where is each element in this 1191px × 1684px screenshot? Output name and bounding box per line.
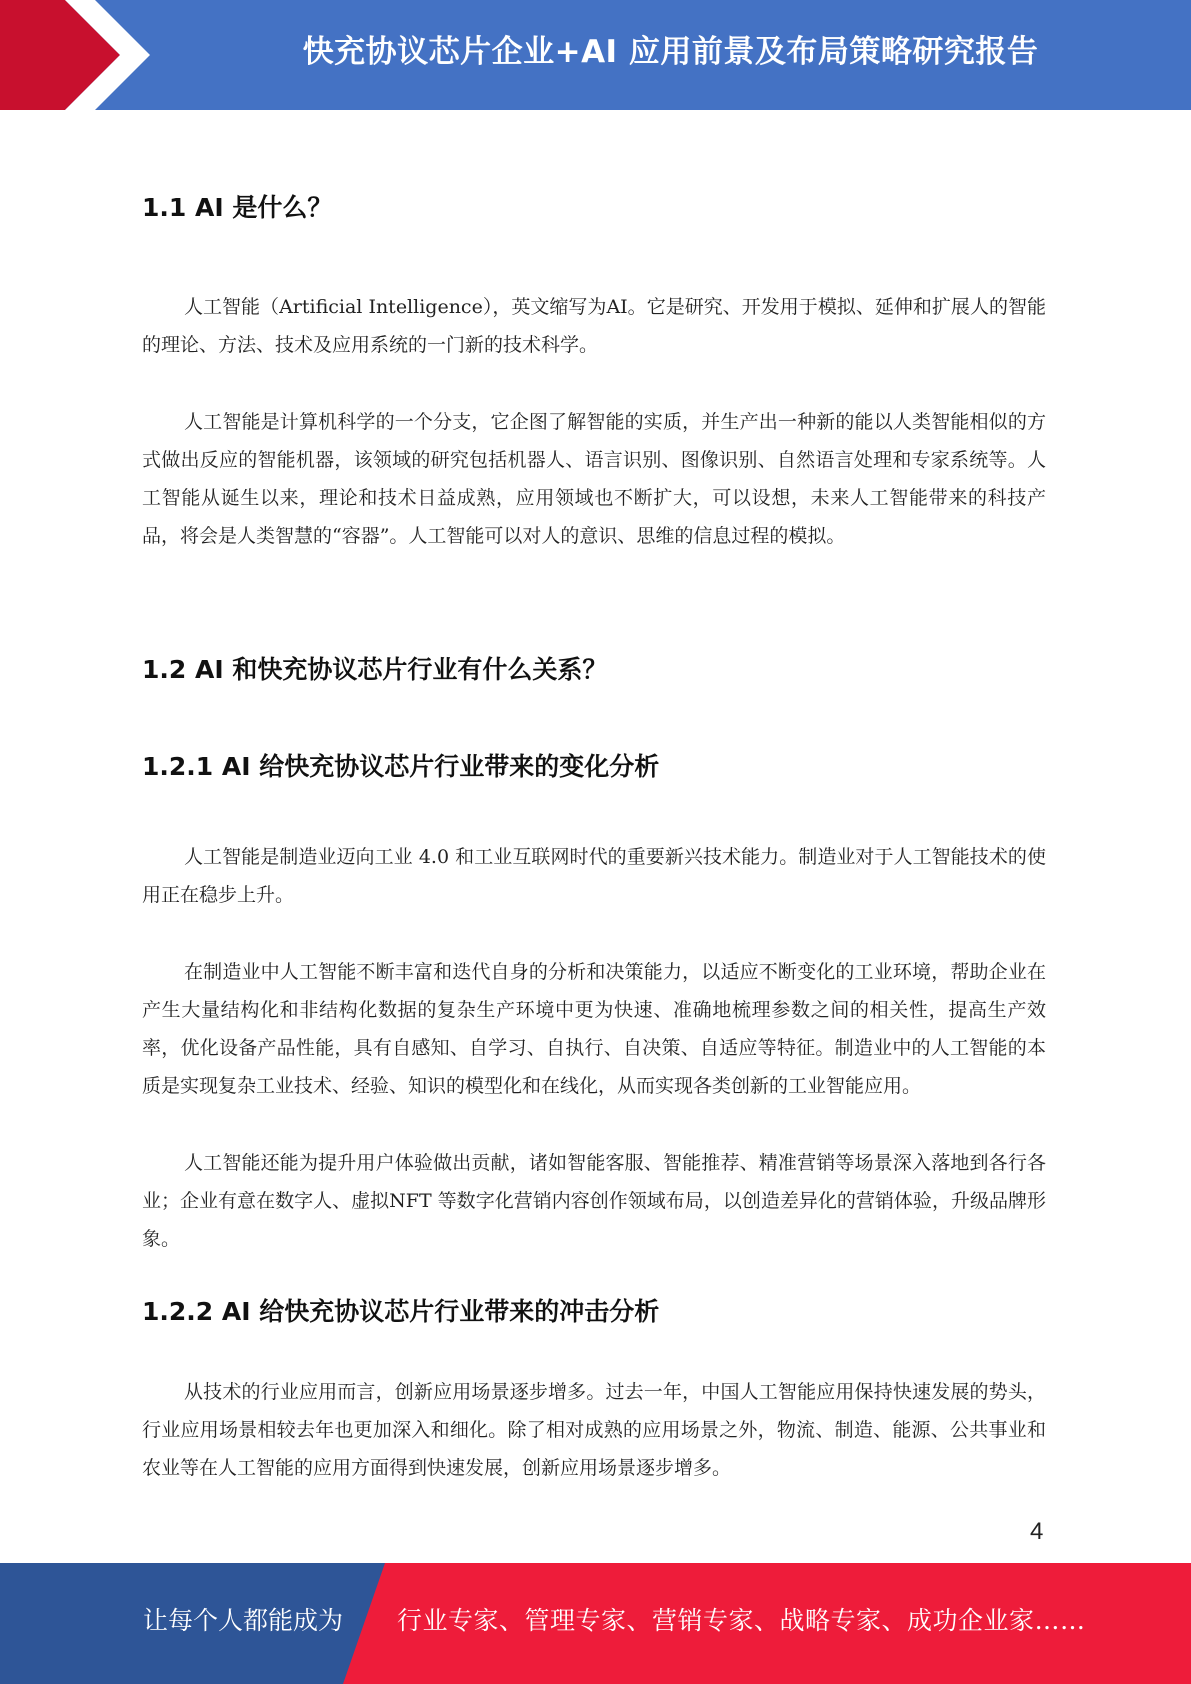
paragraph: 人工智能是制造业迈向工业 4.0 和工业互联网时代的重要新兴技术能力。制造业对于人工智能技术的使用正在稳步上升。 [142, 846, 1046, 906]
page-header [0, 0, 1191, 110]
heading-1-2: 1.2 AI 和快充协议芯片行业有什么关系？ [142, 655, 608, 684]
footer-slogan-right: 行业专家、管理专家、营销专家、战略专家、成功企业家…… [397, 1606, 1086, 1635]
paragraph: 从技术的行业应用而言，创新应用场景逐步增多。过去一年，中国人工智能应用保持快速发展的势头，行业应用场景相较去年也更加深入和细化。除了相对成熟的应用场景之外，物流、制造、能源、公共事业和农业等在人工智能的应用方面得到快速发展，创新应用场景逐步增多。 [142, 1381, 1046, 1479]
paragraph: 在制造业中人工智能不断丰富和迭代自身的分析和决策能力，以适应不断变化的工业环境，帮助企业在产生大量结构化和非结构化数据的复杂生产环境中更为快速、准确地梳理参数之间的相关性，提高生产效率，优化设备产品性能，具有自感知、自学习、自执行、自决策、自适应等特征。制造业中的人工智能的本质是实现复杂工业技术、经验、知识的模型化和在线化，从而实现各类创新的工业智能应用。 [142, 961, 1046, 1097]
footer-slogan-left: 让每个人都能成为 [143, 1606, 344, 1635]
heading-1-2-2: 1.2.2 AI 给快充协议芯片行业带来的冲击分析 [142, 1297, 660, 1326]
page-footer [0, 1563, 1191, 1684]
paragraph: 人工智能还能为提升用户体验做出贡献，诸如智能客服、智能推荐、精准营销等场景深入落地到各行各业；企业有意在数字人、虚拟NFT 等数字化营销内容创作领域布局，以创造差异化的营销体验，升级品牌形象。 [142, 1152, 1046, 1250]
paragraph: 人工智能（Artificial Intelligence），英文缩写为AI。它是研究、开发用于模拟、延伸和扩展人的智能的理论、方法、技术及应用系统的一门新的技术科学。 [142, 296, 1046, 356]
page-content [142, 180, 1046, 1487]
paragraph: 人工智能是计算机科学的一个分支，它企图了解智能的实质，并生产出一种新的能以人类智能相似的方式做出反应的智能机器，该领域的研究包括机器人、语言识别、图像识别、自然语言处理和专家系统等。人工智能从诞生以来，理论和技术日益成熟，应用领域也不断扩大，可以设想，未来人工智能带来的科技产品，将会是人类智慧的“容器”。人工智能可以对人的意识、思维的信息过程的模拟。 [142, 411, 1046, 547]
report-title: 快充协议芯片企业+AI 应用前景及布局策略研究报告 [302, 34, 1039, 70]
heading-1-1: 1.1 AI 是什么？ [142, 193, 333, 222]
heading-1-2-1: 1.2.1 AI 给快充协议芯片行业带来的变化分析 [142, 752, 660, 781]
page-number: 4 [1030, 1518, 1044, 1545]
